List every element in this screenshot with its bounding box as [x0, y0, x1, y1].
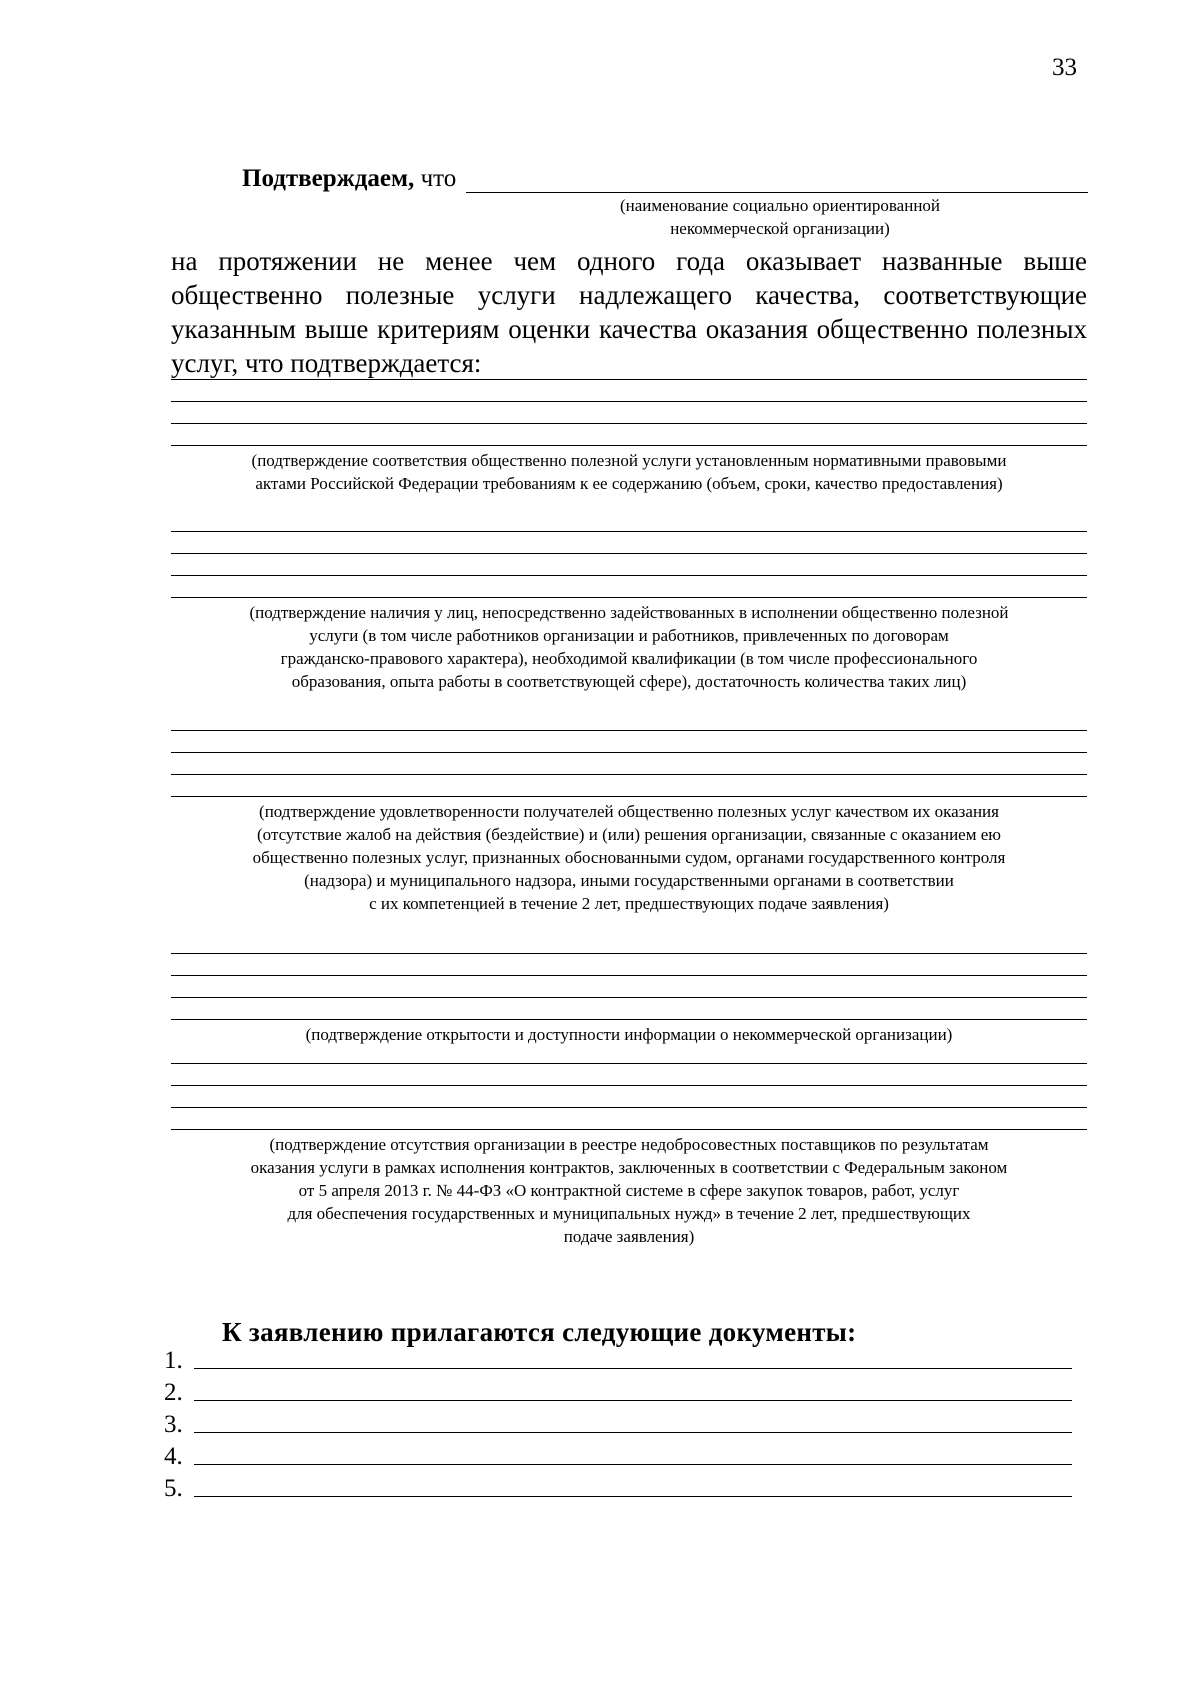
- section-1: [171, 358, 1087, 495]
- document-number: 5.: [164, 1475, 183, 1502]
- section-caption: [171, 598, 1087, 693]
- caption-line: (надзора) и муниципального надзора, иными государственными органами в соответствии: [304, 871, 954, 890]
- section-5: [171, 1042, 1087, 1248]
- fill-line[interactable]: [171, 753, 1087, 775]
- fill-line[interactable]: [171, 576, 1087, 598]
- fill-line[interactable]: [171, 402, 1087, 424]
- org-hint-line: некоммерческой организации): [670, 219, 890, 238]
- document-number: 3.: [164, 1411, 183, 1438]
- fill-line[interactable]: [171, 380, 1087, 402]
- document-number: 2.: [164, 1379, 183, 1406]
- section-2: [171, 510, 1087, 693]
- fill-line[interactable]: [171, 998, 1087, 1020]
- document-item: [164, 1471, 1072, 1503]
- section-caption: [171, 1130, 1087, 1248]
- caption-line: (подтверждение соответствия общественно полезной услуги установленным нормативными правовыми: [251, 451, 1007, 470]
- document-item: [164, 1407, 1072, 1439]
- document-line[interactable]: [194, 1432, 1072, 1433]
- document-line[interactable]: [194, 1400, 1072, 1401]
- fill-line[interactable]: [171, 709, 1087, 731]
- caption-line: (подтверждение удовлетворенности получателей общественно полезных услуг качеством их оказания: [259, 802, 999, 821]
- confirm-bold: Подтверждаем,: [242, 165, 415, 192]
- org-name-hint: [540, 194, 1020, 240]
- caption-line: общественно полезных услуг, признанных обоснованными судом, органами государственного контроля: [252, 848, 1006, 867]
- fill-line[interactable]: [171, 1108, 1087, 1130]
- caption-line: оказания услуги в рамках исполнения контрактов, заключенных в соответствии с Федеральным законом: [250, 1158, 1008, 1177]
- fill-line[interactable]: [171, 358, 1087, 380]
- confirm-line: [242, 164, 1088, 193]
- org-hint-line: (наименование социально ориентированной: [619, 196, 941, 215]
- fill-line[interactable]: [171, 775, 1087, 797]
- fill-line[interactable]: [171, 1042, 1087, 1064]
- document-number: 1.: [164, 1347, 183, 1374]
- fill-line[interactable]: [171, 731, 1087, 753]
- caption-line: для обеспечения государственных и муниципальных нужд» в течение 2 лет, предшествующих: [287, 1204, 971, 1223]
- confirmation-paragraph: на протяжении не менее чем одного года оказывает названные выше общественно полезные услуги надлежащего качества, соответствующие указанным выше критериям оценки качества оказания общественно полезных услуг, что подтверждается:: [171, 246, 1087, 378]
- caption-line: гражданско-правового характера), необходимой квалификации (в том числе профессионального: [280, 649, 978, 668]
- document-line[interactable]: [194, 1496, 1072, 1497]
- document-line[interactable]: [194, 1464, 1072, 1465]
- fill-line[interactable]: [171, 1064, 1087, 1086]
- document-line[interactable]: [194, 1368, 1072, 1369]
- fill-line[interactable]: [171, 554, 1087, 576]
- caption-line: с их компетенцией в течение 2 лет, предшествующих подаче заявления): [369, 894, 889, 913]
- document-item: [164, 1375, 1072, 1407]
- document-item: [164, 1343, 1072, 1375]
- documents-list: [164, 1343, 1072, 1503]
- document-item: [164, 1439, 1072, 1471]
- section-4: [171, 932, 1087, 1046]
- fill-line[interactable]: [171, 510, 1087, 532]
- caption-line: (подтверждение наличия у лиц, непосредственно задействованных в исполнении общественно полезной: [249, 603, 1009, 622]
- caption-line: подаче заявления): [563, 1227, 695, 1246]
- caption-line: (отсутствие жалоб на действия (бездействие) и (или) решения организации, связанные с оказанием ею: [257, 825, 1001, 844]
- page-number: 33: [1052, 54, 1077, 81]
- caption-line: образования, опыта работы в соответствующей сфере), достаточность количества таких лиц): [291, 672, 967, 691]
- documents-title: К заявлению прилагаются следующие документы:: [222, 1317, 857, 1347]
- confirm-rest: что: [420, 165, 457, 192]
- section-caption: [171, 797, 1087, 915]
- caption-line: (подтверждение открытости и доступности информации о некоммерческой организации): [305, 1025, 953, 1044]
- org-name-blank[interactable]: [466, 164, 1088, 193]
- fill-line[interactable]: [171, 424, 1087, 446]
- caption-line: от 5 апреля 2013 г. № 44-ФЗ «О контрактной системе в сфере закупок товаров, работ, услуг: [298, 1181, 960, 1200]
- caption-line: услуги (в том числе работников организации и работников, привлеченных по договорам: [309, 626, 949, 645]
- caption-line: (подтверждение отсутствия организации в реестре недобросовестных поставщиков по результатам: [269, 1135, 989, 1154]
- section-3: [171, 709, 1087, 915]
- caption-line: актами Российской Федерации требованиям к ее содержанию (объем, сроки, качество предоставления): [255, 474, 1003, 493]
- fill-line[interactable]: [171, 976, 1087, 998]
- fill-line[interactable]: [171, 932, 1087, 954]
- fill-line[interactable]: [171, 1086, 1087, 1108]
- fill-line[interactable]: [171, 954, 1087, 976]
- fill-line[interactable]: [171, 532, 1087, 554]
- document-number: 4.: [164, 1443, 183, 1470]
- section-caption: [171, 446, 1087, 495]
